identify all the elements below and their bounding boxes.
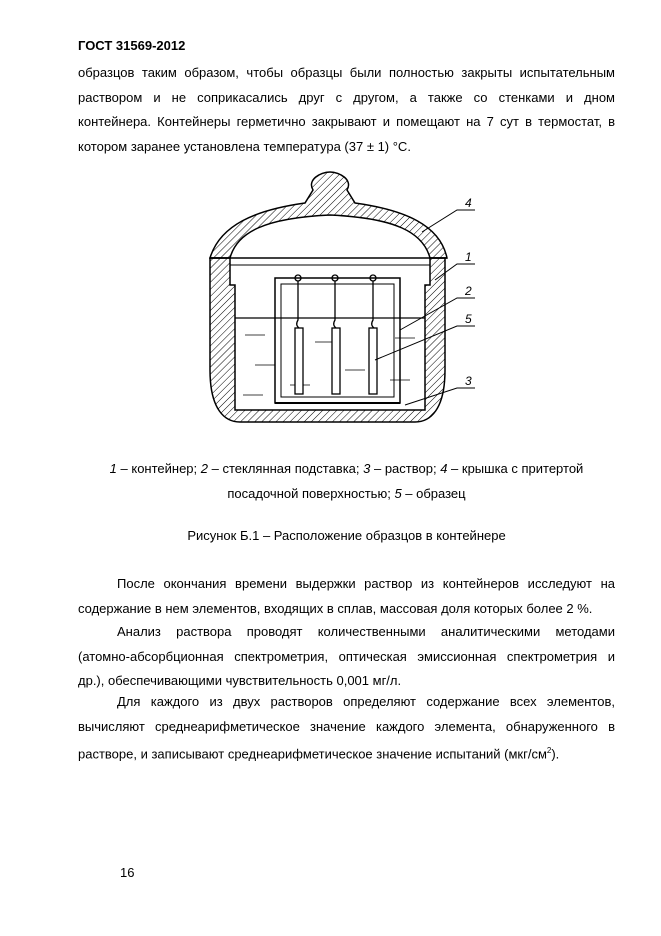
text-line: Для каждого из двух растворов определяют содержание всех элементов, — [117, 694, 615, 709]
text-line: котором заранее установлена температура (37 ± 1) °С. — [78, 138, 411, 154]
text-line: раствором и не соприкасались друг с другом, а также со стенками и дном — [78, 89, 615, 105]
sample — [295, 328, 303, 394]
sample — [369, 328, 377, 394]
callout-label: 1 — [465, 250, 472, 264]
text-line: растворе, и записывают среднеарифметическое значение испытаний $(мкг/см^2)$. — [78, 746, 560, 762]
text-line: контейнера. Контейнеры герметично закрывают и помещают на 7 сут в термостат, в — [78, 114, 615, 129]
text-line: Анализ раствора проводят количественными аналитическими методами — [117, 624, 615, 639]
page-number: 16 — [120, 865, 135, 880]
text-line: (атомно-абсорбционная спектрометрия, оптическая эмиссионная спектрометрия и — [78, 648, 615, 664]
callout-label: 5 — [465, 312, 472, 326]
paragraph-1 — [78, 61, 615, 159]
figure-legend: 1 – контейнер; 2 – стеклянная подставка; 3 – раствор; 4 – крышка с притертой посадочной поверхностью; 5 – образец — [109, 461, 584, 501]
paragraph-2 — [78, 572, 615, 621]
paragraph-3 — [78, 620, 615, 694]
callout-label: 4 — [465, 196, 472, 210]
callout-label: 2 — [465, 284, 472, 298]
text-line: образцов таким образом, чтобы образцы были полностью закрыты испытательным — [78, 65, 615, 80]
figure-caption: Рисунок Б.1 – Расположение образцов в контейнере — [187, 528, 506, 543]
text-line: После окончания времени выдержки раствор из контейнеров исследуют на — [117, 576, 615, 591]
text-line: вычисляют среднеарифметическое значение каждого элемента, обнаруженного в — [78, 718, 615, 734]
sample — [332, 328, 340, 394]
text-line: содержание в нем элементов, входящих в сплав, массовая доля которых более 2 %. — [78, 600, 593, 616]
text-line: др.), обеспечивающими чувствительность 0,001 мг/л. — [78, 673, 402, 688]
lid — [210, 172, 447, 258]
container-diagram — [195, 170, 495, 440]
standard-header: ГОСТ 31569-2012 — [78, 38, 186, 53]
callout-label: 3 — [465, 374, 472, 388]
paragraph-4 — [78, 690, 615, 767]
